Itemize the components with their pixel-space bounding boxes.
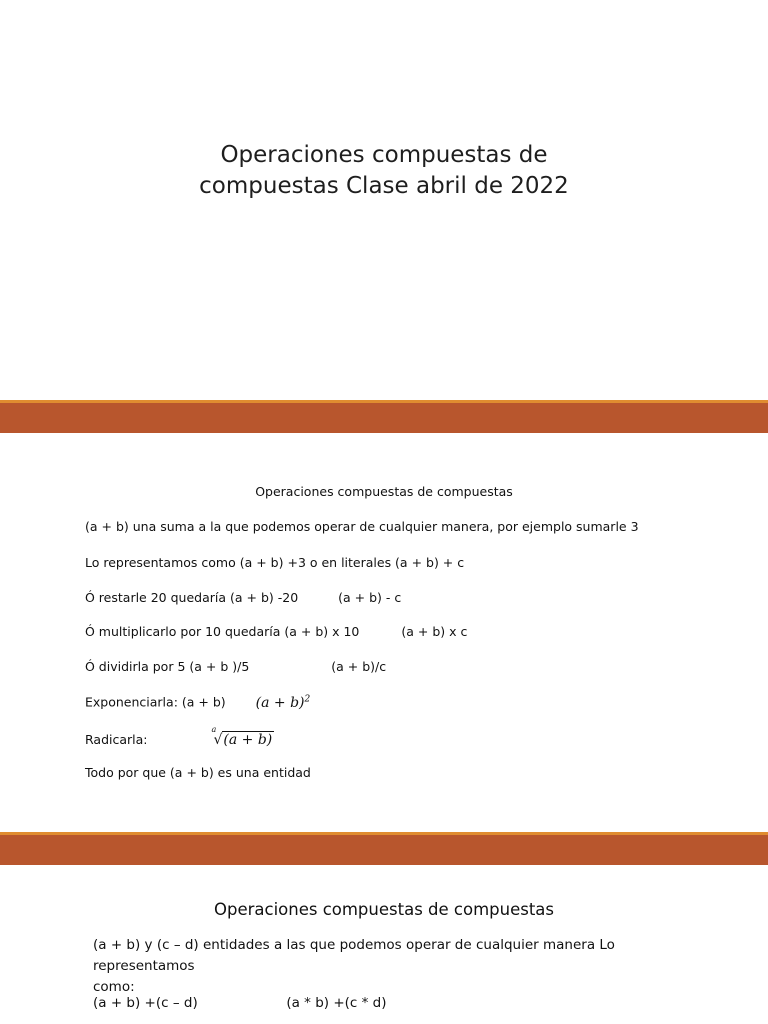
text-segment: (a + b) x c: [401, 624, 468, 639]
text-line: [85, 659, 386, 674]
math-exponent: 2: [304, 694, 311, 704]
slide-title-line-1: Operaciones compuestas de: [220, 142, 548, 168]
text-line: Lo representamos como (a + b) +3 o en literales (a + b) + c: [85, 555, 465, 570]
text-line: [85, 694, 310, 711]
paragraph-line: como:: [93, 979, 135, 995]
text-segment: (a + b)/c: [331, 659, 387, 674]
text-segment: Ó restarle 20 quedaría (a + b) -20: [85, 590, 299, 605]
radical-expression: [211, 725, 274, 748]
text-line: Todo por que (a + b) es una entidad: [85, 765, 311, 780]
text-line: [85, 590, 401, 605]
text-segment: (a + b) - c: [338, 590, 402, 605]
text-line: [85, 624, 467, 639]
section-heading: Operaciones compuestas de compuestas: [255, 484, 513, 499]
text-segment: Radicarla:: [85, 732, 148, 747]
radical-sign-icon: √: [213, 732, 223, 748]
radical-index: a: [211, 725, 217, 734]
expression: (a * b) +(c * d): [286, 995, 387, 1011]
slide-title: [0, 140, 768, 202]
math-base: (a + b): [255, 694, 305, 711]
page-divider-band: [0, 832, 768, 865]
text-line: [85, 725, 274, 748]
page-divider-band: [0, 400, 768, 433]
paragraph: [93, 935, 713, 998]
text-line: (a + b) una suma a la que podemos operar de cualquier manera, por ejemplo sumarle 3: [85, 519, 639, 534]
math-expression: [256, 695, 311, 711]
section-heading: Operaciones compuestas de compuestas: [213, 900, 554, 919]
slide-title-line-2: compuestas Clase abril de 2022: [199, 173, 569, 199]
expression-line: [93, 993, 713, 1014]
text-segment: Ó multiplicarlo por 10 quedaría (a + b) x 10: [85, 624, 360, 639]
text-segment: Ó dividirla por 5 (a + b )/5: [85, 659, 250, 674]
paragraph-line: (a + b) y (c – d) entidades a las que podemos operar de cualquier manera Lo representamos: [93, 937, 615, 974]
radicand: (a + b): [223, 732, 273, 748]
text-segment: Exponenciarla: (a + b): [85, 694, 226, 710]
expression: (a + b) +(c – d): [93, 995, 198, 1011]
